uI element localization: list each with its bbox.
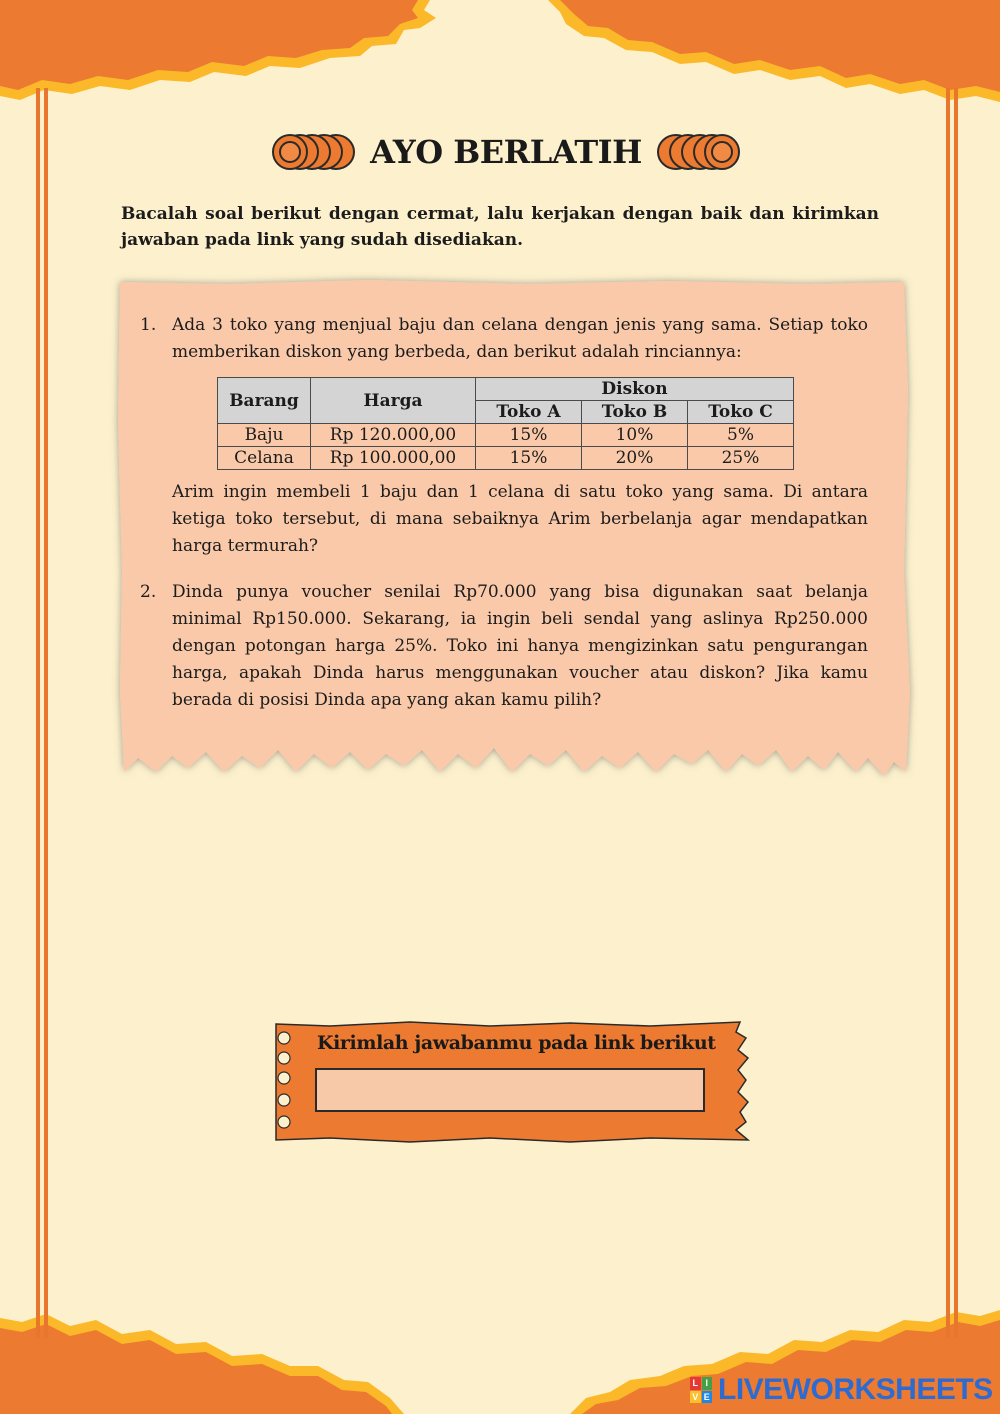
question-1 — [140, 312, 868, 560]
column-header-toko-c: Toko C — [688, 401, 794, 424]
answer-link-input[interactable] — [315, 1068, 705, 1112]
cell-discount: 20% — [582, 447, 688, 470]
brand-icon-letter: I — [702, 1377, 713, 1390]
question-text: Dinda punya voucher senilai Rp70.000 yang bisa digunakan saat belanja minimal Rp150.000. Sekarang, ia ingin beli sendal yang aslinya Rp250.000 dengan potongan harga 25%. Toko ini hanya mengizinkan satu pengurangan harga, apakah Dinda harus menggunakan voucher atau diskon? Jika kamu berada di posisi Dinda apa yang akan kamu pilih? — [172, 582, 868, 710]
cell-discount: 15% — [476, 424, 582, 447]
column-header-toko-a: Toko A — [476, 401, 582, 424]
question-intro: Ada 3 toko yang menjual baju dan celana dengan jenis yang sama. Setiap toko memberikan diskon yang berbeda, dan berikut adalah rinciannya: — [172, 315, 868, 362]
column-header-diskon: Diskon — [476, 378, 794, 401]
cell-discount: 10% — [582, 424, 688, 447]
answer-label: Kirimlah jawabanmu pada link berikut — [317, 1032, 716, 1054]
cell-discount: 15% — [476, 447, 582, 470]
coin-stack-icon — [654, 132, 742, 172]
liveworksheets-icon — [690, 1377, 712, 1403]
brand-icon-letter: V — [690, 1391, 701, 1404]
brand-icon-letter: L — [690, 1377, 701, 1390]
cell-discount: 25% — [688, 447, 794, 470]
question-number: 2. — [140, 582, 157, 602]
brand-icon-letter: E — [702, 1391, 713, 1404]
cell-discount: 5% — [688, 424, 794, 447]
page-title: AYO BERLATIH — [370, 133, 642, 171]
table-row — [218, 447, 794, 470]
brand-name: LIVEWORKSHEETS — [718, 1373, 993, 1406]
question-number: 1. — [140, 315, 157, 335]
discount-table — [217, 377, 794, 470]
instructions: Bacalah soal berikut dengan cermat, lalu kerjakan dengan baik dan kirimkan jawaban pada link yang sudah disediakan. — [121, 204, 879, 250]
question-text: Arim ingin membeli 1 baju dan 1 celana di satu toko yang sama. Di antara ketiga toko tersebut, di mana sebaiknya Arim berbelanja agar mendapatkan harga termurah? — [172, 482, 868, 556]
column-header-barang: Barang — [218, 378, 311, 424]
column-header-harga: Harga — [311, 378, 476, 424]
liveworksheets-logo — [690, 1371, 993, 1409]
question-2 — [140, 579, 868, 714]
column-header-toko-b: Toko B — [582, 401, 688, 424]
table-row — [218, 424, 794, 447]
coin-stack-icon — [270, 132, 358, 172]
questions — [140, 312, 868, 714]
cell-price: Rp 100.000,00 — [311, 447, 476, 470]
cell-item: Celana — [218, 447, 311, 470]
cell-item: Baju — [218, 424, 311, 447]
left-border-rail — [36, 88, 50, 1338]
cell-price: Rp 120.000,00 — [311, 424, 476, 447]
page-header — [270, 126, 742, 178]
right-border-rail — [946, 88, 960, 1338]
